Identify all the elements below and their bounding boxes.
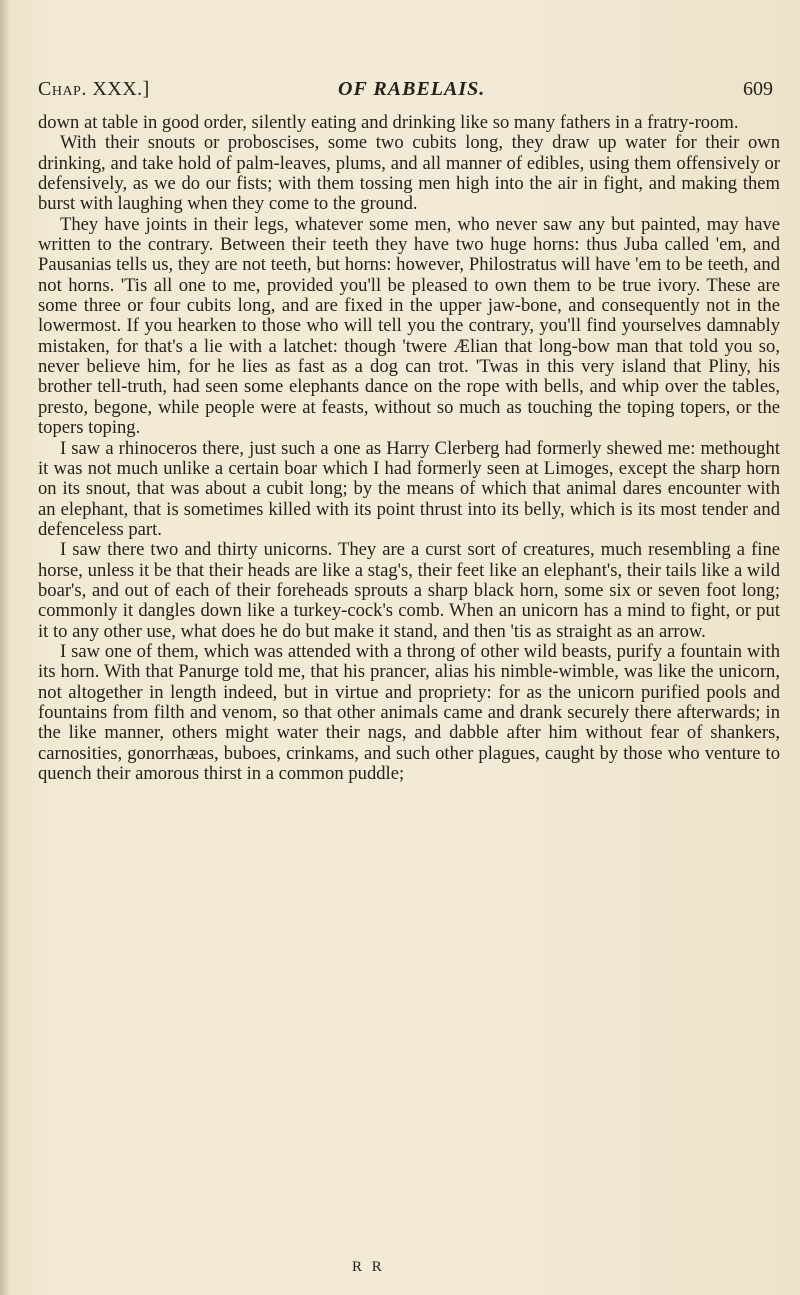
page-gutter-shadow: [0, 0, 10, 1295]
page-number: 609: [743, 78, 773, 100]
paragraph: They have joints in their legs, whatever some men, who never saw any but painted, may have written to the contrary. Between their teeth they have two huge horns: thus Juba called 'em, and Pausanias tells us, they are not teeth, but horns: however, Philostratus will have 'em to be teeth, and not horns. 'Tis all one to me, provided you'll be pleased to own them to be true ivory. These are some three or four cubits long, and are fixed in the upper jaw-bone, and consequently not in the lowermost. If you hearken to those who will tell you the contrary, you'll find yourselves damnably mistaken, for that's a lie with a latchet: though 'twere Ælian that long-bow man that told you so, never believe him, for he lies as fast as a dog can trot. 'Twas in this very island that Pliny, his brother tell-truth, had seen some elephants dance on the rope with bells, and whip over the tables, presto, begone, while people were at feasts, without so much as touching the toping topers, or the topers toping.: [38, 213, 780, 439]
paragraph: With their snouts or proboscises, some two cubits long, they draw up water for their own drinking, and take hold of palm-leaves, plums, and all manner of edibles, using them offensively or defensively, as we do our fists; with them tossing men high into the air in fight, and making them burst with laughing when they come to the ground.: [38, 132, 780, 215]
body-text: [38, 113, 780, 784]
paragraph-continued: down at table in good order, silently eating and drinking like so many fathers in a fratry-room.: [38, 112, 739, 133]
signature-mark: R R: [352, 1259, 385, 1275]
paragraph: I saw one of them, which was attended with a throng of other wild beasts, purify a fountain with its horn. With that Panurge told me, that his prancer, alias his nimble-wimble, was like the unicorn, not altogether in length indeed, but in virtue and propriety: for as the unicorn purified pools and fountains from filth and venom, so that other animals came and drank securely there afterwards; in the like manner, others might water their nags, and dabble after him without fear of shankers, carnosities, gonorrhæas, buboes, crinkams, and such other plagues, caught by those who venture to quench their amorous thirst in a common puddle;: [38, 640, 780, 784]
chapter-label: Chap. XXX.]: [38, 78, 150, 100]
running-title: OF RABELAIS.: [338, 78, 486, 100]
running-head: [38, 78, 773, 108]
paragraph: I saw a rhinoceros there, just such a one as Harry Clerberg had formerly shewed me: methought it was not much unlike a certain boar which I had formerly seen at Limoges, except the sharp horn on its snout, that was about a cubit long; by the means of which that animal dares encounter with an elephant, that is sometimes killed with its point thrust into its belly, which is its most tender and defenceless part.: [38, 437, 780, 540]
paragraph: I saw there two and thirty unicorns. They are a curst sort of creatures, much resembling a fine horse, unless it be that their heads are like a stag's, their feet like an elephant's, their tails like a wild boar's, and out of each of their foreheads sprouts a sharp black horn, some six or seven foot long; commonly it dangles down like a turkey-cock's comb. When an unicorn has a mind to fight, or put it to any other use, what does he do but make it stand, and then 'tis as straight as an arrow.: [38, 539, 780, 642]
